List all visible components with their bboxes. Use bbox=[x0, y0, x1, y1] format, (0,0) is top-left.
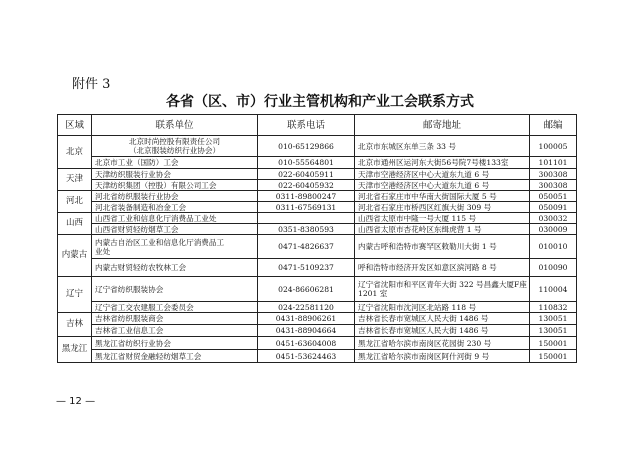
address-cell: 黑龙江省哈尔滨市南岗区阿什河街 9 号 bbox=[355, 350, 530, 363]
zip-cell: 130051 bbox=[530, 325, 577, 337]
phone-cell: 010-65129866 bbox=[258, 136, 355, 157]
unit-cell bbox=[92, 136, 258, 157]
zip-cell: 150001 bbox=[530, 337, 577, 350]
table-row bbox=[58, 325, 577, 337]
phone-cell bbox=[258, 213, 355, 224]
unit-cell: 天津纺织服装行业协会 bbox=[92, 169, 258, 180]
unit-cell: 山西省财贸轻纺烟草工会 bbox=[92, 224, 258, 235]
phone-cell: 0431-88906261 bbox=[258, 313, 355, 325]
phone-cell: 024-86606281 bbox=[258, 277, 355, 302]
table-row bbox=[58, 277, 577, 302]
unit-cell: 黑龙江省财贸金融轻纺烟草工会 bbox=[92, 350, 258, 363]
region-cell: 辽宁 bbox=[58, 277, 92, 313]
address-cell: 河北省石家庄市中华南大街国际大厦 5 号 bbox=[355, 191, 530, 202]
table-row bbox=[58, 337, 577, 350]
table-row bbox=[58, 259, 577, 277]
page-number: — 12 — bbox=[56, 396, 96, 407]
address-cell bbox=[355, 277, 530, 302]
header-zip: 邮编 bbox=[530, 115, 577, 136]
phone-cell: 0451-53624463 bbox=[258, 350, 355, 363]
unit-line: 北京时尚控股有限责任公司 bbox=[128, 137, 221, 146]
phone-cell: 0471-4826637 bbox=[258, 235, 355, 259]
zip-cell: 300308 bbox=[530, 169, 577, 180]
phone-cell: 0431-88904664 bbox=[258, 325, 355, 337]
zip-cell: 010090 bbox=[530, 259, 577, 277]
unit-cell: 黑龙江省纺织行业协会 bbox=[92, 337, 258, 350]
address-cell: 天津市空港经济区中心大道东九道 6 号 bbox=[355, 169, 530, 180]
region-cell: 天津 bbox=[58, 169, 92, 191]
region-cell: 山西 bbox=[58, 213, 92, 235]
table-row bbox=[58, 157, 577, 169]
address-cell: 内蒙古呼和浩特市赛罕区敕勒川大街 1 号 bbox=[355, 235, 530, 259]
unit-cell: 山西省工业和信息化厅消费品工业处 bbox=[92, 213, 258, 224]
phone-cell: 022-60405932 bbox=[258, 180, 355, 191]
zip-cell: 010010 bbox=[530, 235, 577, 259]
zip-cell: 110004 bbox=[530, 277, 577, 302]
address-cell: 黑龙江省哈尔滨市南岗区花园街 230 号 bbox=[355, 337, 530, 350]
address-cell: 北京市东城区东单三条 33 号 bbox=[355, 136, 530, 157]
unit-cell: 吉林省工业信息工会 bbox=[92, 325, 258, 337]
address-cell: 山西省太原市中隆一号大厦 115 号 bbox=[355, 213, 530, 224]
address-cell: 天津市空港经济区中心大道东九道 6 号 bbox=[355, 180, 530, 191]
unit-cell: 河北省纺织服装行业协会 bbox=[92, 191, 258, 202]
region-cell: 内蒙古 bbox=[58, 235, 92, 277]
address-cell: 北京市通州区运河东大街56号院7号楼133室 bbox=[355, 157, 530, 169]
region-cell: 吉林 bbox=[58, 313, 92, 337]
header-region: 区域 bbox=[58, 115, 92, 136]
document-title: 各省（区、市）行业主管机构和产业工会联系方式 bbox=[166, 94, 474, 110]
phone-cell: 0311-67569131 bbox=[258, 202, 355, 213]
table-row bbox=[58, 180, 577, 191]
address-cell: 河北省石家庄市桥西区红旗大街 309 号 bbox=[355, 202, 530, 213]
address-cell: 辽宁省沈阳市沈河区北站路 118 号 bbox=[355, 302, 530, 313]
address-cell: 吉林省长春市宽城区人民大街 1486 号 bbox=[355, 313, 530, 325]
unit-line: 内蒙古自治区工业和信息化厅消费品工 bbox=[95, 237, 225, 247]
contact-table bbox=[57, 114, 577, 363]
address-cell: 山西省太原市杏花岭区东缉虎营 1 号 bbox=[355, 224, 530, 235]
unit-cell: 吉林省纺织服装商会 bbox=[92, 313, 258, 325]
zip-cell: 150001 bbox=[530, 350, 577, 363]
phone-cell: 0471-5109237 bbox=[258, 259, 355, 277]
unit-line-2: （北京服装纺织行业协会） bbox=[128, 146, 221, 155]
header-unit: 联系单位 bbox=[92, 115, 258, 136]
unit-cell: 辽宁省纺织服装协会 bbox=[92, 277, 258, 302]
zip-cell: 101101 bbox=[530, 157, 577, 169]
table-row bbox=[58, 235, 577, 259]
table-header-row bbox=[58, 115, 577, 136]
phone-cell: 010-55564801 bbox=[258, 157, 355, 169]
phone-cell: 024-22581120 bbox=[258, 302, 355, 313]
header-address: 邮寄地址 bbox=[355, 115, 530, 136]
table-row bbox=[58, 202, 577, 213]
table-row bbox=[58, 169, 577, 180]
table-row bbox=[58, 213, 577, 224]
address-cell: 吉林省长春市宽城区人民大街 1486 号 bbox=[355, 325, 530, 337]
zip-cell: 050051 bbox=[530, 191, 577, 202]
zip-cell: 110832 bbox=[530, 302, 577, 313]
unit-cell: 河北省装备制造和冶金工会 bbox=[92, 202, 258, 213]
phone-cell: 0351-8380593 bbox=[258, 224, 355, 235]
header-phone: 联系电话 bbox=[258, 115, 355, 136]
unit-cell: 内蒙古财贸轻纺农牧林工会 bbox=[92, 259, 258, 277]
address-line: 辽宁省沈阳市和平区青年大街 322 号昌鑫大厦F座 bbox=[358, 280, 527, 289]
region-cell: 黑龙江 bbox=[58, 337, 92, 363]
zip-cell: 130051 bbox=[530, 313, 577, 325]
attachment-label: 附件 3 bbox=[72, 77, 111, 92]
unit-cell: 辽宁省工交农建服工会委员会 bbox=[92, 302, 258, 313]
unit-cell bbox=[92, 235, 258, 259]
region-cell: 北京 bbox=[58, 136, 92, 169]
region-cell: 河北 bbox=[58, 191, 92, 213]
zip-cell: 050091 bbox=[530, 202, 577, 213]
address-line-2: 1201 室 bbox=[358, 289, 388, 298]
table-row bbox=[58, 136, 577, 157]
table-row bbox=[58, 313, 577, 325]
table-row bbox=[58, 350, 577, 363]
zip-cell: 100005 bbox=[530, 136, 577, 157]
unit-cell: 北京市工业（国防）工会 bbox=[92, 157, 258, 169]
table-row bbox=[58, 224, 577, 235]
zip-cell: 300308 bbox=[530, 180, 577, 191]
zip-cell: 030032 bbox=[530, 213, 577, 224]
zip-cell: 030009 bbox=[530, 224, 577, 235]
table-row bbox=[58, 302, 577, 313]
phone-cell: 0311-89800247 bbox=[258, 191, 355, 202]
phone-cell: 0451-63604008 bbox=[258, 337, 355, 350]
phone-cell: 022-60405911 bbox=[258, 169, 355, 180]
unit-cell: 天津纺织集团（控股）有限公司工会 bbox=[92, 180, 258, 191]
unit-line-2: 业处 bbox=[95, 246, 111, 256]
address-cell: 呼和浩特市经济开发区如意区滨河路 8 号 bbox=[355, 259, 530, 277]
table-row bbox=[58, 191, 577, 202]
